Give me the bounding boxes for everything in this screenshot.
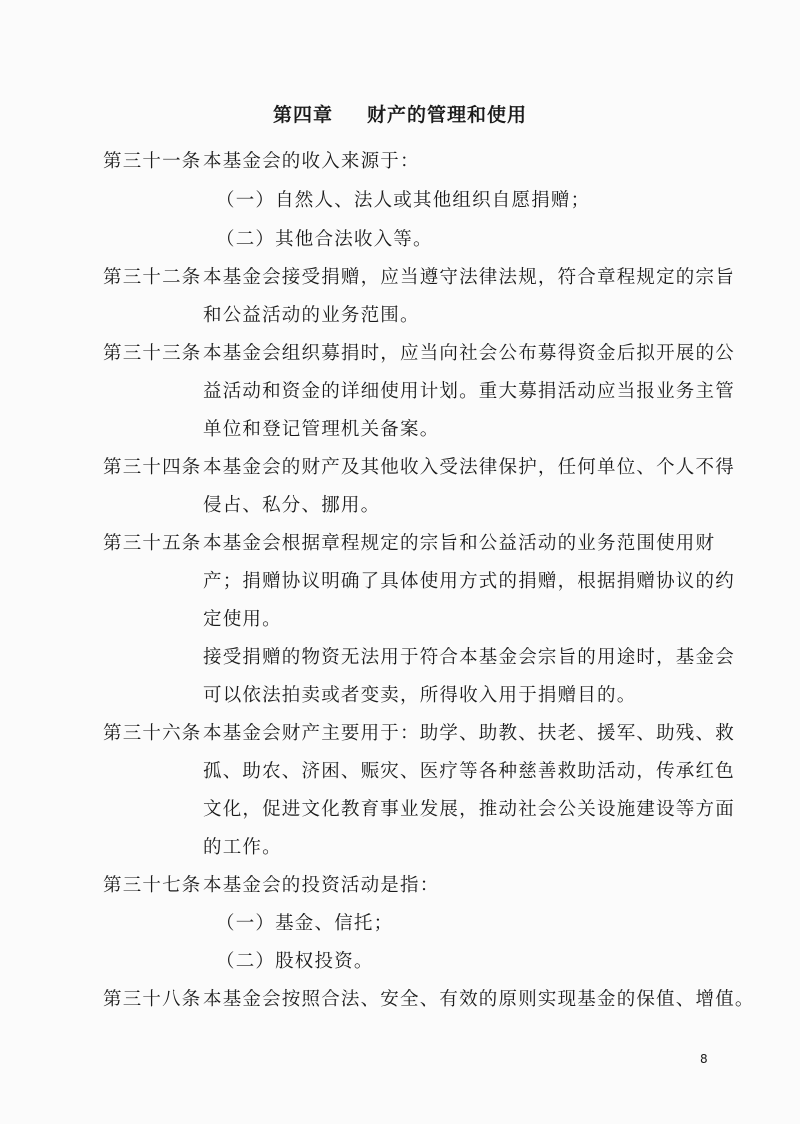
article-text: 定使用。 [203,609,282,630]
article-label: 第三十八条 [103,989,202,1010]
article-text: 孤、助农、济困、赈灾、医疗等各种慈善救助活动，传承红色 [203,761,735,782]
article-text: 本基金会的投资活动是指： [203,875,440,896]
article-label: 第三十四条 [103,457,202,478]
chapter-heading [0,100,800,127]
chapter-title: 财产的管理和使用 [367,104,528,126]
article-text: 的工作。 [203,837,282,858]
article-text: 单位和登记管理机关备案。 [203,419,440,440]
article-label: 第三十五条 [103,533,202,554]
article-text: 文化，促进文化教育事业发展，推动社会公关设施建设等方面 [203,799,735,820]
article-label: 第三十六条 [103,723,202,744]
article-text: 本基金会的收入来源于： [203,151,420,172]
article-label: 第三十一条 [103,151,202,172]
article-label: 第三十三条 [103,343,202,364]
article-text: 本基金会的财产及其他收入受法律保护，任何单位、个人不得 [203,457,735,478]
article-text: 接受捐赠的物资无法用于符合本基金会宗旨的用途时，基金会 [203,647,735,668]
article-text: 侵占、私分、挪用。 [203,495,381,516]
article-subitem: （二）其他合法收入等。 [216,229,433,250]
article-text: 和公益活动的业务范围。 [203,305,420,326]
page-number: 8 [700,1052,708,1066]
article-text: 本基金会组织募捐时，应当向社会公布募得资金后拟开展的公 [203,343,735,364]
article-text: 产；捐赠协议明确了具体使用方式的捐赠，根据捐赠协议的约 [203,571,735,592]
article-subitem: （一）自然人、法人或其他组织自愿捐赠； [216,190,591,211]
chapter-number: 第四章 [272,104,333,126]
article-text: 可以依法拍卖或者变卖，所得收入用于捐赠目的。 [203,685,637,706]
article-text: 本基金会根据章程规定的宗旨和公益活动的业务范围使用财 [203,533,716,554]
article-text: 本基金会财产主要用于：助学、助教、扶老、援军、助残、救 [203,723,735,744]
article-label: 第三十七条 [103,875,202,896]
article-label: 第三十二条 [103,267,202,288]
article-subitem: （一）基金、信托； [216,913,394,934]
article-text: 本基金会接受捐赠，应当遵守法律法规，符合章程规定的宗旨 [203,267,735,288]
article-text: 本基金会按照合法、安全、有效的原则实现基金的保值、增值。 [203,989,755,1010]
article-text: 益活动和资金的详细使用计划。重大募捐活动应当报业务主管 [203,381,735,402]
article-subitem: （二）股权投资。 [216,951,374,972]
